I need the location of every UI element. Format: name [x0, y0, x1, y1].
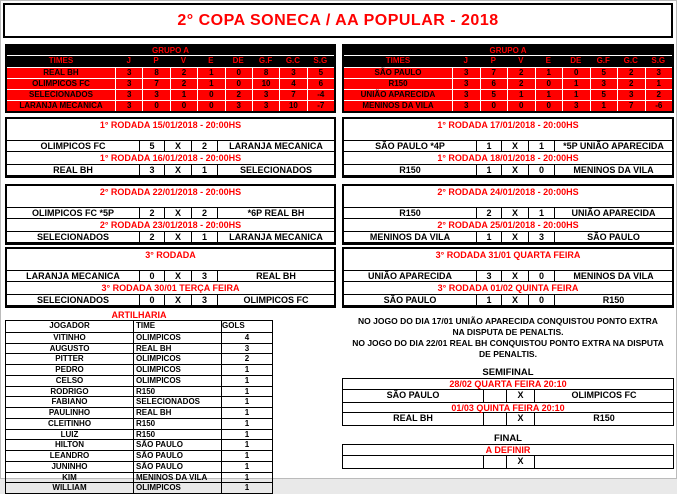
home-score: 2 [476, 208, 501, 218]
round-header: 3° RODADA 01/02 QUINTA FEIRA [437, 283, 579, 293]
home-team: SÃO PAULO [383, 295, 437, 305]
stat: 0 [225, 68, 252, 78]
stat: 1 [645, 79, 673, 89]
away-score: 1 [191, 232, 218, 242]
home-score: 5 [139, 141, 164, 151]
stat: 0 [535, 79, 563, 89]
round-box-3-right [342, 247, 674, 308]
stat: 10 [279, 101, 306, 111]
player-name: PITTER [6, 354, 134, 364]
standings-row [344, 78, 672, 89]
player-goals: 2 [244, 354, 250, 364]
round-header: 2° RODADA 25/01/2018 - 20:00HS [437, 220, 579, 230]
player-team: OLIMPICOS [134, 483, 222, 493]
away-score: 3 [191, 271, 218, 281]
col-header: G.C [623, 56, 638, 65]
away-team: OLIMPICOS FC [571, 390, 637, 400]
col-header: E [208, 56, 214, 65]
stat: 0 [507, 101, 535, 111]
col-header: P [153, 56, 159, 65]
versus-x: X [506, 456, 535, 468]
team-name: LARANJA MECANICA [19, 101, 103, 110]
player-team: R150 [134, 430, 222, 440]
stat: 3 [142, 90, 169, 100]
col-header-jogador: JOGADOR [6, 321, 134, 332]
versus-x: X [501, 271, 528, 281]
stat: -6 [645, 101, 673, 111]
home-team: MENINOS DA VILA [369, 232, 451, 242]
group-header-row [344, 56, 672, 67]
versus-x: X [164, 141, 191, 151]
col-header: DE [232, 56, 244, 65]
player-team: OLIMPICOS [134, 376, 222, 386]
home-score: 3 [476, 271, 501, 281]
topscorers-title: ARTILHARIA [111, 310, 167, 320]
stat: 3 [279, 68, 306, 78]
round-box-2-right [342, 184, 674, 245]
scorer-row [6, 472, 272, 483]
scorer-row [6, 353, 272, 364]
scorer-row [6, 407, 272, 418]
away-team: *6P REAL BH [247, 208, 305, 218]
note-line: NO JOGO DO DIA 17/01 UNIÃO APARECIDA CONQUISTOU PONTO EXTRA [358, 316, 658, 326]
versus-x: X [501, 165, 528, 175]
versus-x: X [501, 141, 528, 151]
stat: 2 [645, 90, 673, 100]
round-box-1-left [5, 117, 336, 178]
home-team: REAL BH [393, 413, 433, 423]
player-goals: 1 [244, 408, 250, 417]
match-row [344, 140, 672, 152]
home-team: SELECIONADOS [36, 232, 109, 242]
away-team: MENINOS DA VILA [573, 165, 654, 175]
stat: 1 [562, 90, 590, 100]
stat: 0 [142, 101, 169, 111]
stat: 0 [170, 101, 197, 111]
player-name: WILLIAM [6, 483, 134, 493]
player-name: JUNINHO [6, 462, 134, 472]
player-goals: 1 [244, 429, 250, 439]
player-team: SELECIONADOS [134, 397, 222, 407]
round-box-2-left [5, 184, 336, 245]
standings-row [344, 89, 672, 100]
standings-row [7, 100, 334, 111]
final-title: FINAL [494, 433, 522, 444]
home-score: 1 [476, 295, 501, 305]
stat: 3 [645, 68, 673, 78]
away-team: R150 [602, 295, 625, 305]
stat: 0 [535, 101, 563, 111]
fixture-row [343, 456, 673, 468]
player-goals: 1 [244, 375, 250, 385]
stat: -4 [307, 90, 334, 100]
versus-x: X [164, 165, 191, 175]
round-header: 1° RODADA 17/01/2018 - 20:00HS [437, 120, 579, 130]
stat: 3 [562, 101, 590, 111]
away-team: SELECIONADOS [239, 165, 312, 175]
away-team: LARANJA MECANICA [229, 141, 323, 151]
stat: 2 [170, 68, 197, 78]
stat: 5 [590, 68, 618, 78]
stat: 3 [590, 79, 618, 89]
col-header-gols: GOLS [222, 321, 245, 330]
stat: 5 [480, 90, 508, 100]
match-row [7, 164, 334, 176]
away-score: 2 [191, 141, 218, 151]
scorer-row [6, 343, 272, 354]
group-table-left [5, 44, 336, 113]
left-column [5, 44, 336, 494]
home-team: SÃO PAULO [386, 390, 440, 400]
player-name: CELSO [6, 376, 134, 386]
home-team: LARANJA MECANICA [26, 271, 120, 281]
penalty-notes [342, 316, 674, 360]
player-goals: 1 [244, 365, 250, 374]
fixture-date: 28/02 QUARTA FEIRA 20:10 [343, 379, 673, 390]
stat: 3 [115, 79, 142, 89]
fixture-row [343, 413, 673, 425]
col-header: E [545, 56, 551, 65]
player-team: SÃO PAULO [134, 440, 222, 450]
match-row [344, 207, 672, 219]
scorer-row [6, 429, 272, 440]
round-header: 3° RODADA 30/01 TERÇA FEIRA [101, 283, 240, 293]
home-team: OLIMPICOS FC [40, 141, 106, 151]
home-score: 1 [476, 141, 501, 151]
stat: 5 [307, 68, 334, 78]
stat: 1 [197, 79, 224, 89]
match-row [7, 231, 334, 243]
col-header-time: TIME [134, 321, 222, 332]
spacer [344, 131, 672, 140]
home-team: REAL BH [53, 165, 93, 175]
player-team: R150 [134, 419, 222, 429]
stat: 6 [307, 79, 334, 89]
semifinal-table [342, 378, 674, 426]
team-name: OLIMPICOS FC [32, 79, 90, 88]
stat: 3 [617, 90, 645, 100]
player-team: OLIMPICOS [134, 333, 222, 343]
fixture-date: 01/03 QUINTA FEIRA 20:10 [343, 402, 673, 413]
group-table-right [342, 44, 674, 113]
player-goals: 3 [244, 343, 250, 353]
home-score-blank [483, 413, 506, 425]
stat: 3 [115, 90, 142, 100]
away-score: 3 [528, 232, 555, 242]
stat: -7 [307, 101, 334, 111]
home-team: SÃO PAULO *4P [375, 141, 445, 151]
player-goals: 1 [244, 440, 250, 450]
home-team: R150 [399, 165, 421, 175]
round-header: 1° RODADA 15/01/2018 - 20:00HS [99, 120, 242, 130]
player-name: HILTON [6, 440, 134, 450]
player-goals: 1 [244, 397, 250, 407]
stat: 3 [452, 101, 480, 111]
round-header: 3° RODADA 31/01 QUARTA FEIRA [435, 250, 581, 260]
stat: 2 [617, 68, 645, 78]
versus-x: X [164, 232, 191, 242]
col-header: V [518, 56, 524, 65]
col-header: S.G [651, 56, 666, 65]
stat: 1 [507, 90, 535, 100]
team-name: R150 [388, 79, 408, 88]
match-row [344, 231, 672, 243]
match-row [7, 140, 334, 152]
scorer-row [6, 375, 272, 386]
scorer-row [6, 418, 272, 429]
match-row [7, 207, 334, 219]
stat: 1 [170, 90, 197, 100]
scorer-row [6, 450, 272, 461]
right-column [342, 44, 674, 469]
home-team: UNIÃO APARECIDA [367, 271, 452, 281]
stat: 5 [590, 90, 618, 100]
scorer-row [6, 396, 272, 407]
player-name: AUGUSTO [6, 344, 134, 354]
standings-row [7, 78, 334, 89]
away-score: 3 [191, 295, 218, 305]
stat: 0 [197, 90, 224, 100]
player-goals: 1 [244, 461, 250, 471]
semifinal-title: SEMIFINAL [482, 367, 534, 378]
stat: 10 [252, 79, 279, 89]
player-name: RODRIGO [6, 387, 134, 397]
player-name: KIM [6, 473, 134, 483]
stat: 2 [170, 79, 197, 89]
group-name: GRUPO A [7, 46, 334, 56]
home-team: OLIMPICOS FC *5P [31, 208, 114, 218]
round-header: 1° RODADA 16/01/2018 - 20:00HS [99, 153, 242, 163]
team-name: REAL BH [43, 68, 79, 77]
stat: 8 [252, 68, 279, 78]
away-team: LARANJA MECANICA [229, 232, 323, 242]
versus-x: X [164, 208, 191, 218]
player-goals: 1 [244, 386, 250, 396]
stat: 7 [279, 90, 306, 100]
stat: 3 [252, 90, 279, 100]
away-team: SÃO PAULO [587, 232, 640, 242]
topscorers-header-row [6, 321, 272, 332]
home-score: 0 [139, 295, 164, 305]
round-header: 2° RODADA 22/01/2018 - 20:00HS [99, 187, 242, 197]
player-name: LUIZ [6, 430, 134, 440]
versus-x: X [164, 271, 191, 281]
spacer [7, 131, 334, 140]
standings-row [7, 67, 334, 78]
away-score: 2 [191, 208, 218, 218]
round-header: 2° RODADA 23/01/2018 - 20:00HS [99, 220, 242, 230]
player-name: PEDRO [6, 365, 134, 375]
round-header: 2° RODADA 24/01/2018 - 20:00HS [437, 187, 579, 197]
versus-x: X [501, 295, 528, 305]
stat: 2 [507, 68, 535, 78]
versus-x: X [506, 390, 535, 402]
player-name: LEANDRO [6, 451, 134, 461]
round-box-1-right [342, 117, 674, 178]
player-name: FABIANO [6, 397, 134, 407]
note-line: DE PENALTIS. [479, 349, 537, 359]
player-team: OLIMPICOS [134, 354, 222, 364]
stat: 4 [279, 79, 306, 89]
col-header: J [126, 56, 131, 65]
round-header: 1° RODADA 18/01/2018 - 20:00HS [437, 153, 579, 163]
away-score: 0 [528, 165, 555, 175]
fixture-row [343, 390, 673, 402]
standings-row [344, 100, 672, 111]
away-team: REAL BH [256, 271, 296, 281]
versus-x: X [506, 413, 535, 425]
page-title: 2° COPA SONECA / AA POPULAR - 2018 [3, 3, 673, 38]
player-goals: 1 [244, 451, 250, 460]
round-header: 3° RODADA [145, 250, 196, 260]
col-header: G.F [258, 56, 273, 65]
stat: 3 [452, 90, 480, 100]
col-header: G.C [285, 56, 301, 65]
scorer-row [6, 364, 272, 375]
home-team: SELECIONADOS [36, 295, 109, 305]
note-line: NO JOGO DO DIA 22/01 REAL BH CONQUISTOU PONTO EXTRA NA DISPUTA [352, 338, 664, 348]
stat: 3 [225, 101, 252, 111]
player-team: MENINOS DA VILA [134, 473, 222, 483]
stat: 0 [562, 68, 590, 78]
player-name: PAULINHO [6, 408, 134, 418]
standings-row [7, 89, 334, 100]
home-score: 3 [139, 165, 164, 175]
stat: 2 [617, 79, 645, 89]
final-status: A DEFINIR [343, 445, 673, 456]
stat: 2 [507, 79, 535, 89]
player-name: CLEITINHO [6, 419, 134, 429]
match-row [7, 294, 334, 306]
scorer-row [6, 332, 272, 343]
col-header: G.F [596, 56, 610, 65]
stat: 1 [590, 101, 618, 111]
spacer [7, 261, 334, 270]
home-team-blank [343, 456, 483, 468]
home-score: 2 [139, 208, 164, 218]
match-row [7, 270, 334, 282]
home-score-blank [483, 390, 506, 402]
stat: 3 [115, 68, 142, 78]
scorer-row [6, 386, 272, 397]
scorer-row [6, 461, 272, 472]
col-header: DE [570, 56, 582, 65]
topscorers-table [5, 320, 273, 494]
team-name: UNIÃO APARECIDA [360, 90, 436, 99]
stat: 3 [452, 68, 480, 78]
home-score-blank [483, 456, 506, 468]
stat: 3 [452, 79, 480, 89]
away-team: OLIMPICOS FC [243, 295, 309, 305]
player-goals: 1 [244, 483, 250, 493]
away-score: 0 [528, 271, 555, 281]
scorer-row [6, 482, 272, 493]
versus-x: X [501, 232, 528, 242]
stat: 6 [480, 79, 508, 89]
versus-x: X [501, 208, 528, 218]
match-row [344, 294, 672, 306]
final-table [342, 444, 674, 469]
player-team: OLIMPICOS [134, 365, 222, 375]
home-score: 1 [476, 232, 501, 242]
stat: 1 [535, 90, 563, 100]
col-header-times: TIMES [385, 56, 411, 65]
away-team: MENINOS DA VILA [573, 271, 654, 281]
away-team: UNIÃO APARECIDA [571, 208, 656, 218]
player-goals: 1 [244, 418, 250, 428]
scorer-row [6, 439, 272, 450]
stat: 3 [115, 101, 142, 111]
stat: 2 [225, 90, 252, 100]
player-name: VITINHO [6, 333, 134, 343]
player-team: R150 [134, 387, 222, 397]
player-team: SÃO PAULO [134, 462, 222, 472]
away-score: 1 [528, 208, 555, 218]
away-team: *5P UNIÃO APARECIDA [563, 141, 664, 151]
team-name: SÃO PAULO [374, 68, 422, 77]
col-header: P [490, 56, 496, 65]
versus-x: X [164, 295, 191, 305]
spacer [344, 261, 672, 270]
stat: 7 [142, 79, 169, 89]
home-team: R150 [399, 208, 421, 218]
stat: 0 [197, 101, 224, 111]
group-name: GRUPO A [344, 46, 672, 56]
stat: 3 [252, 101, 279, 111]
team-name: SELECIONADOS [28, 90, 93, 99]
player-team: REAL BH [134, 408, 222, 418]
spacer [344, 198, 672, 207]
away-score: 1 [191, 165, 218, 175]
col-header: V [180, 56, 187, 65]
stat: 1 [197, 68, 224, 78]
match-row [344, 164, 672, 176]
col-header-times: TIMES [48, 56, 74, 65]
home-score: 2 [139, 232, 164, 242]
team-name: MENINOS DA VILA [362, 101, 434, 110]
note-line: NA DISPUTA DE PENALTIS. [452, 327, 564, 337]
home-score: 0 [139, 271, 164, 281]
match-row [344, 270, 672, 282]
stat: 1 [535, 68, 563, 78]
stat: 0 [225, 79, 252, 89]
stat: 7 [480, 68, 508, 78]
away-score: 1 [528, 141, 555, 151]
stat: 1 [562, 79, 590, 89]
player-team: REAL BH [134, 344, 222, 354]
away-team-blank [535, 456, 673, 468]
round-box-3-left [5, 247, 336, 308]
stat: 0 [480, 101, 508, 111]
stat: 7 [617, 101, 645, 111]
away-score: 0 [528, 295, 555, 305]
away-team: R150 [593, 413, 615, 423]
spacer [7, 198, 334, 207]
player-team: SÃO PAULO [134, 451, 222, 461]
player-goals: 4 [244, 332, 250, 342]
col-header: J [463, 56, 468, 65]
standings-row [344, 67, 672, 78]
player-goals: 1 [244, 472, 250, 482]
stat: 8 [142, 68, 169, 78]
col-header: S.G [313, 56, 328, 65]
group-header-row [7, 56, 334, 67]
home-score: 1 [476, 165, 501, 175]
